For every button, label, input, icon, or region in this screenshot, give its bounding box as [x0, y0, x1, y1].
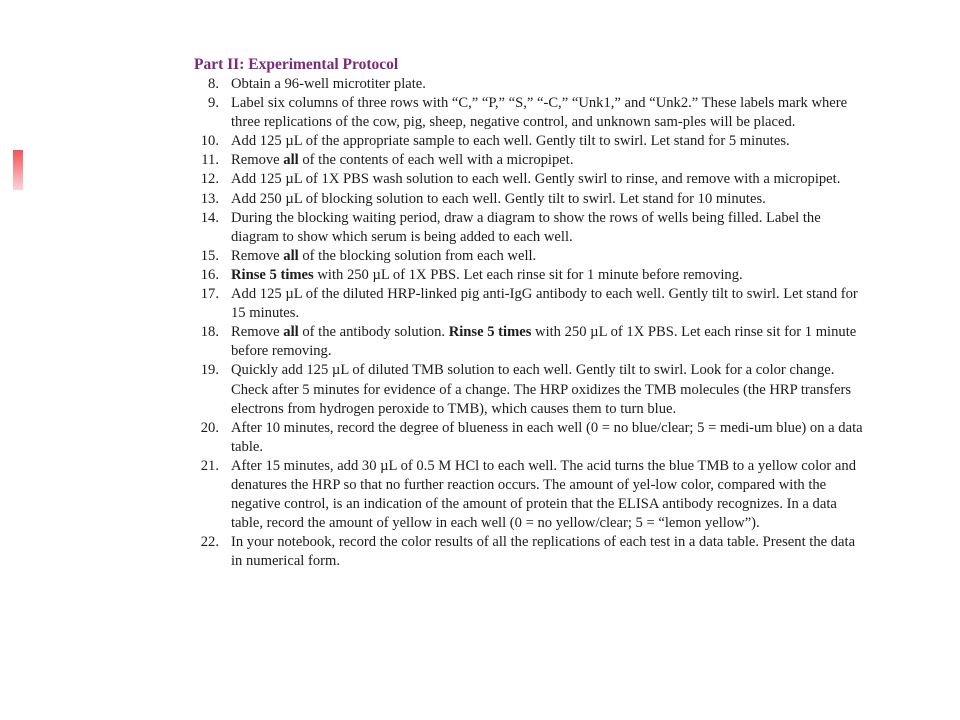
step-text-segment: with 250 µL of 1X PBS. Let each rinse sit for 1 minute before removing. [313, 266, 743, 283]
step-text-bold: Rinse 5 times [448, 324, 532, 341]
step-text-bold: Rinse 5 times [231, 266, 314, 283]
slide-accent-bar [13, 150, 23, 190]
protocol-step [190, 209, 870, 247]
step-text-segment: of the antibody solution. [298, 324, 449, 341]
step-number: 14. [200, 209, 219, 226]
step-text [231, 76, 426, 92]
step-number: 15. [200, 247, 219, 264]
step-text [231, 171, 840, 187]
step-text [231, 133, 790, 149]
step-text-segment: In your notebook, record the color results of all the replications of each test in a data table. Present the data in numerical form. [231, 534, 856, 570]
protocol-step [190, 190, 870, 209]
step-text [231, 267, 743, 283]
step-text-segment: of the contents of each well with a micropipet. [298, 152, 574, 169]
step-number: 20. [200, 419, 219, 436]
step-number: 9. [208, 95, 219, 112]
step-number: 12. [200, 171, 219, 188]
step-text-segment: Quickly add 125 µL of diluted TMB solution to each well. Gently tilt to swirl. Look for a color change. Check after 5 minutes for evidence of a change. The HRP oxidizes the TMB molecules (the HRP transfers electrons from hydrogen peroxide to TMB), which causes them to turn blue. [231, 362, 852, 417]
protocol-step [190, 132, 870, 151]
protocol-step [190, 75, 870, 94]
protocol-step [190, 457, 870, 533]
step-text [231, 248, 536, 264]
step-number: 19. [200, 362, 219, 379]
step-text-segment: Label six columns of three rows with “C,” “P,” “S,” “-C,” “Unk1,” and “Unk2.” These labels mark where three replications of the cow, pig, sheep, negative control, and unknown sam-ples will be placed. [231, 95, 848, 131]
protocol-step [190, 151, 870, 170]
protocol-step [190, 285, 870, 323]
step-text [231, 324, 856, 359]
step-text-segment: with 250 µL of 1X PBS. Let each rinse sit for 1 minute before removing. [231, 324, 857, 360]
step-text-segment: During the blocking waiting period, draw a diagram to show the rows of wells being filled. Label the diagram to show which serum is being added to each well. [231, 209, 821, 245]
step-text-segment: Add 125 µL of the appropriate sample to each well. Gently tilt to swirl. Let stand for 5 minutes. [231, 133, 790, 150]
step-text-segment: Obtain a 96-well microtiter plate. [231, 76, 426, 92]
protocol-step [190, 419, 870, 457]
protocol-step [190, 361, 870, 418]
step-text [231, 152, 573, 168]
step-text-segment: Add 250 µL of blocking solution to each well. Gently tilt to swirl. Let stand for 10 minutes. [231, 190, 766, 207]
step-text-segment: After 10 minutes, record the degree of blueness in each well (0 = no blue/clear; 5 = medi-um blue) on a data table. [231, 419, 863, 455]
step-number: 18. [200, 324, 219, 341]
protocol-document [190, 56, 870, 656]
document-title: Part II: Experimental Protocol [194, 56, 399, 73]
step-text [231, 420, 863, 455]
step-text-segment: Add 125 µL of the diluted HRP-linked pig anti-IgG antibody to each well. Gently tilt to swirl. Let stand for 15 minutes. [231, 286, 858, 322]
step-number: 22. [200, 534, 219, 551]
step-text-segment: After 15 minutes, add 30 µL of 0.5 M HCl to each well. The acid turns the blue TMB to a yellow color and denatures the HRP so that no further reaction occurs. The amount of yel-low color, compared with the negative control, is an indication of the amount of protein that the ELISA antibody recognizes. In a data table, record the amount of yellow in each well (0 = no yellow/clear; 5 = “lemon yellow”). [231, 457, 857, 532]
step-text [231, 534, 855, 569]
step-text-segment: Remove [231, 247, 284, 264]
step-text [231, 286, 858, 321]
protocol-step [190, 266, 870, 285]
protocol-step [190, 323, 870, 361]
step-number: 17. [200, 286, 219, 303]
step-number: 16. [200, 266, 219, 283]
step-number: 10. [200, 133, 219, 150]
step-number: 8. [208, 76, 219, 92]
step-text [231, 458, 856, 531]
step-number: 11. [201, 152, 219, 169]
step-text-bold: all [283, 152, 299, 169]
step-text [231, 95, 847, 130]
protocol-step [190, 170, 870, 189]
step-text-segment: Remove [231, 324, 284, 341]
protocol-step [190, 247, 870, 266]
step-text-segment: Remove [231, 152, 284, 169]
step-text [231, 210, 821, 245]
step-number: 13. [200, 190, 219, 207]
step-text-segment: of the blocking solution from each well. [298, 247, 537, 264]
step-text [231, 362, 851, 416]
step-text-segment: Add 125 µL of 1X PBS wash solution to each well. Gently swirl to rinse, and remove with a micropipet. [231, 171, 841, 188]
protocol-steps-list [190, 75, 870, 571]
step-text-bold: all [283, 247, 299, 264]
protocol-step [190, 94, 870, 132]
protocol-step [190, 533, 870, 571]
step-number: 21. [200, 457, 219, 474]
step-text-bold: all [283, 324, 299, 341]
step-text [231, 191, 766, 207]
